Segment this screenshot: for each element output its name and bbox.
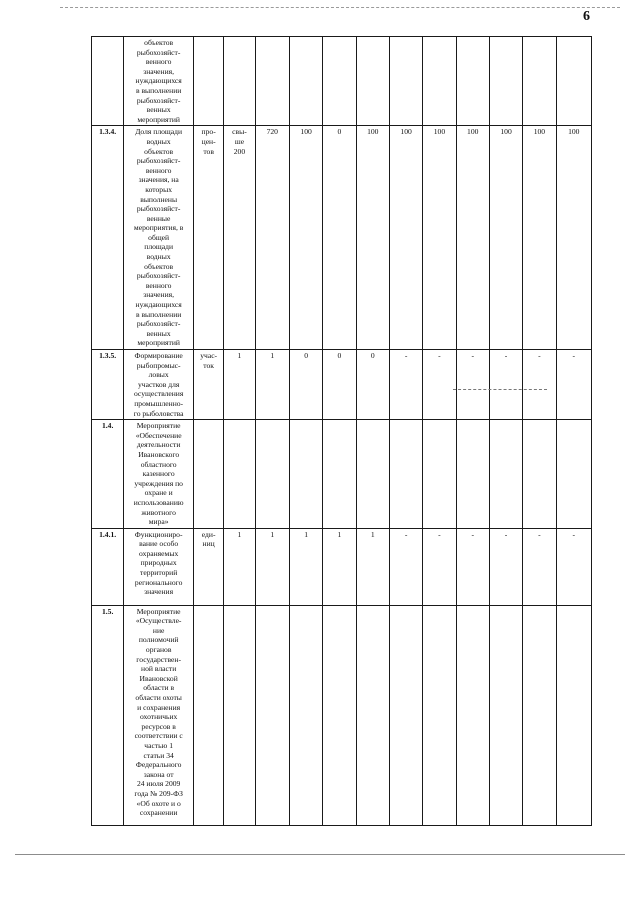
row-value-8 xyxy=(489,605,522,825)
row-value-7-text: - xyxy=(471,529,474,539)
row-base-value-text: 1 xyxy=(237,529,242,539)
table-row xyxy=(92,605,592,825)
row-value-4-text: 0 xyxy=(370,351,375,360)
row-value-1 xyxy=(255,420,289,529)
row-name xyxy=(124,420,194,529)
row-value-2-text: 1 xyxy=(304,529,308,539)
row-value-10 xyxy=(556,37,591,126)
row-value-6 xyxy=(423,37,456,126)
row-value-7 xyxy=(456,350,489,420)
row-value-4-text: 1 xyxy=(370,529,375,539)
row-value-7 xyxy=(456,420,489,529)
row-name-text: Мероприятие «Осуществле- ние полномочий органов государствен- ной власти Ивановской области в области охоты и сохранения охотничьих ресурсов в соответствии с частью 1 статьи 34 Федерального закона от 24 июля 2009 года № 209-ФЗ «Об охоте и о сохранении xyxy=(134,606,183,818)
row-value-3 xyxy=(323,528,356,605)
row-value-8 xyxy=(489,350,522,420)
row-code-text: 1.4.1. xyxy=(99,529,117,539)
row-value-7 xyxy=(456,126,489,350)
row-unit-text: учас- ток xyxy=(200,351,218,370)
row-value-5-text: - xyxy=(404,529,408,539)
row-unit xyxy=(194,420,224,529)
row-value-5 xyxy=(389,37,422,126)
bottom-border-line xyxy=(15,854,625,855)
row-value-7-text: - xyxy=(471,351,474,360)
row-code xyxy=(92,420,124,529)
row-value-5-text: - xyxy=(404,351,408,360)
row-name-text: Мероприятие «Обеспечение деятельности Ивановского областного казенного учреждения по охране и использованию животного мира» xyxy=(133,421,184,527)
row-value-9 xyxy=(523,350,556,420)
row-code xyxy=(92,528,124,605)
row-value-7 xyxy=(456,605,489,825)
row-value-6-text: - xyxy=(438,529,441,539)
row-value-9-text: - xyxy=(538,351,541,360)
row-value-4 xyxy=(356,528,389,605)
row-value-4 xyxy=(356,37,389,126)
row-value-8-text: 100 xyxy=(500,127,512,137)
row-value-6 xyxy=(423,605,456,825)
row-value-7-text: 100 xyxy=(467,127,479,137)
row-name-text: объектов рыбохозяйст- венного значения, нуждающихся в выполнении рыбохозяйст- венных мероприятий xyxy=(135,38,182,124)
row-value-3 xyxy=(323,420,356,529)
row-value-5 xyxy=(389,605,422,825)
row-name xyxy=(124,126,194,350)
row-name-text: Функциониро- вание особо охраняемых природных территорий регионального значения xyxy=(134,529,183,597)
row-unit-text: еди- ниц xyxy=(201,529,216,549)
table-row xyxy=(92,37,592,126)
row-value-4-text: 100 xyxy=(367,127,379,137)
row-code-text: 1.5. xyxy=(101,606,114,616)
row-value-8 xyxy=(489,420,522,529)
row-value-3 xyxy=(323,350,356,420)
row-value-2 xyxy=(289,126,322,350)
row-value-6 xyxy=(423,126,456,350)
row-value-10-text: - xyxy=(572,351,576,360)
row-value-2-text: 0 xyxy=(304,351,308,360)
row-code xyxy=(92,605,124,825)
row-value-4 xyxy=(356,420,389,529)
row-value-9 xyxy=(523,126,556,350)
row-unit xyxy=(194,126,224,350)
row-value-5 xyxy=(389,126,422,350)
row-name xyxy=(124,528,194,605)
row-code-text: 1.3.4. xyxy=(99,127,117,137)
indicators-table xyxy=(91,36,592,826)
row-unit xyxy=(194,605,224,825)
row-value-9-text: 100 xyxy=(533,127,546,137)
row-code xyxy=(92,126,124,350)
row-code xyxy=(92,350,124,420)
row-name-text: Формирование рыбопромыс- ловых участков для осуществления промышленно- го рыболовства xyxy=(133,351,184,418)
row-value-10 xyxy=(556,528,591,605)
row-value-9-text: - xyxy=(538,529,541,539)
row-value-2 xyxy=(289,528,322,605)
row-value-8 xyxy=(489,528,522,605)
row-name xyxy=(124,605,194,825)
row-value-3-text: 0 xyxy=(337,127,342,137)
row-base-value-text: 1 xyxy=(237,351,242,360)
pen-mark xyxy=(453,389,547,390)
row-name xyxy=(124,37,194,126)
row-value-4 xyxy=(356,126,389,350)
row-value-5 xyxy=(389,350,422,420)
table-row xyxy=(92,350,592,420)
scan-top-edge xyxy=(60,7,620,8)
row-name-text: Доля площади водных объектов рыбохозяйст- венного значения, на которых выполнены рыбохозяйст- венные мероприятия, в общей площади водных объектов рыбохозяйст- венного значения, нуждающихся в выполнении рыбохозяйст- венных мероприятий xyxy=(133,127,184,348)
row-value-1 xyxy=(255,528,289,605)
row-base-value xyxy=(224,420,255,529)
row-code xyxy=(92,37,124,126)
row-value-1 xyxy=(255,37,289,126)
row-value-6 xyxy=(423,528,456,605)
row-code-text: 1.4. xyxy=(101,421,114,431)
row-value-10-text: 100 xyxy=(568,127,580,137)
row-value-2 xyxy=(289,350,322,420)
row-value-9 xyxy=(523,528,556,605)
row-value-2 xyxy=(289,605,322,825)
row-value-10 xyxy=(556,420,591,529)
row-unit xyxy=(194,528,224,605)
row-value-9 xyxy=(523,37,556,126)
row-base-value xyxy=(224,350,255,420)
row-name xyxy=(124,350,194,420)
row-base-value-text: свы- ше 200 xyxy=(232,127,247,156)
row-value-1-text: 1 xyxy=(270,529,275,539)
row-value-5 xyxy=(389,420,422,529)
row-base-value xyxy=(224,605,255,825)
row-value-8-text: - xyxy=(504,529,508,539)
row-value-3 xyxy=(323,37,356,126)
row-value-3 xyxy=(323,605,356,825)
row-value-8 xyxy=(489,37,522,126)
row-value-6-text: - xyxy=(438,351,441,360)
row-value-1 xyxy=(255,126,289,350)
row-value-9 xyxy=(523,420,556,529)
row-value-6-text: 100 xyxy=(433,127,446,137)
row-value-10 xyxy=(556,126,591,350)
row-base-value xyxy=(224,528,255,605)
row-value-1 xyxy=(255,350,289,420)
row-code-text: 1.3.5. xyxy=(99,351,117,360)
row-value-1-text: 1 xyxy=(270,351,275,360)
row-base-value xyxy=(224,126,255,350)
row-value-10-text: - xyxy=(572,529,576,539)
row-value-5-text: 100 xyxy=(400,127,412,137)
row-value-2-text: 100 xyxy=(300,127,312,137)
row-value-3-text: 0 xyxy=(337,351,342,360)
row-value-3 xyxy=(323,126,356,350)
table-row xyxy=(92,420,592,529)
row-base-value xyxy=(224,37,255,126)
row-unit xyxy=(194,350,224,420)
row-value-10 xyxy=(556,605,591,825)
row-unit xyxy=(194,37,224,126)
row-value-9 xyxy=(523,605,556,825)
row-value-2 xyxy=(289,37,322,126)
row-value-7 xyxy=(456,37,489,126)
row-value-8-text: - xyxy=(504,351,508,360)
row-value-1-text: 720 xyxy=(266,127,278,137)
row-value-1 xyxy=(255,605,289,825)
row-value-3-text: 1 xyxy=(337,529,342,539)
page-number: 6 xyxy=(583,9,590,24)
row-value-6 xyxy=(423,420,456,529)
row-value-4 xyxy=(356,350,389,420)
row-value-6 xyxy=(423,350,456,420)
row-value-2 xyxy=(289,420,322,529)
row-value-4 xyxy=(356,605,389,825)
table-row xyxy=(92,126,592,350)
row-value-10 xyxy=(556,350,591,420)
row-unit-text: про- цен- тов xyxy=(201,127,216,156)
row-value-8 xyxy=(489,126,522,350)
table-row xyxy=(92,528,592,605)
row-value-7 xyxy=(456,528,489,605)
row-value-5 xyxy=(389,528,422,605)
